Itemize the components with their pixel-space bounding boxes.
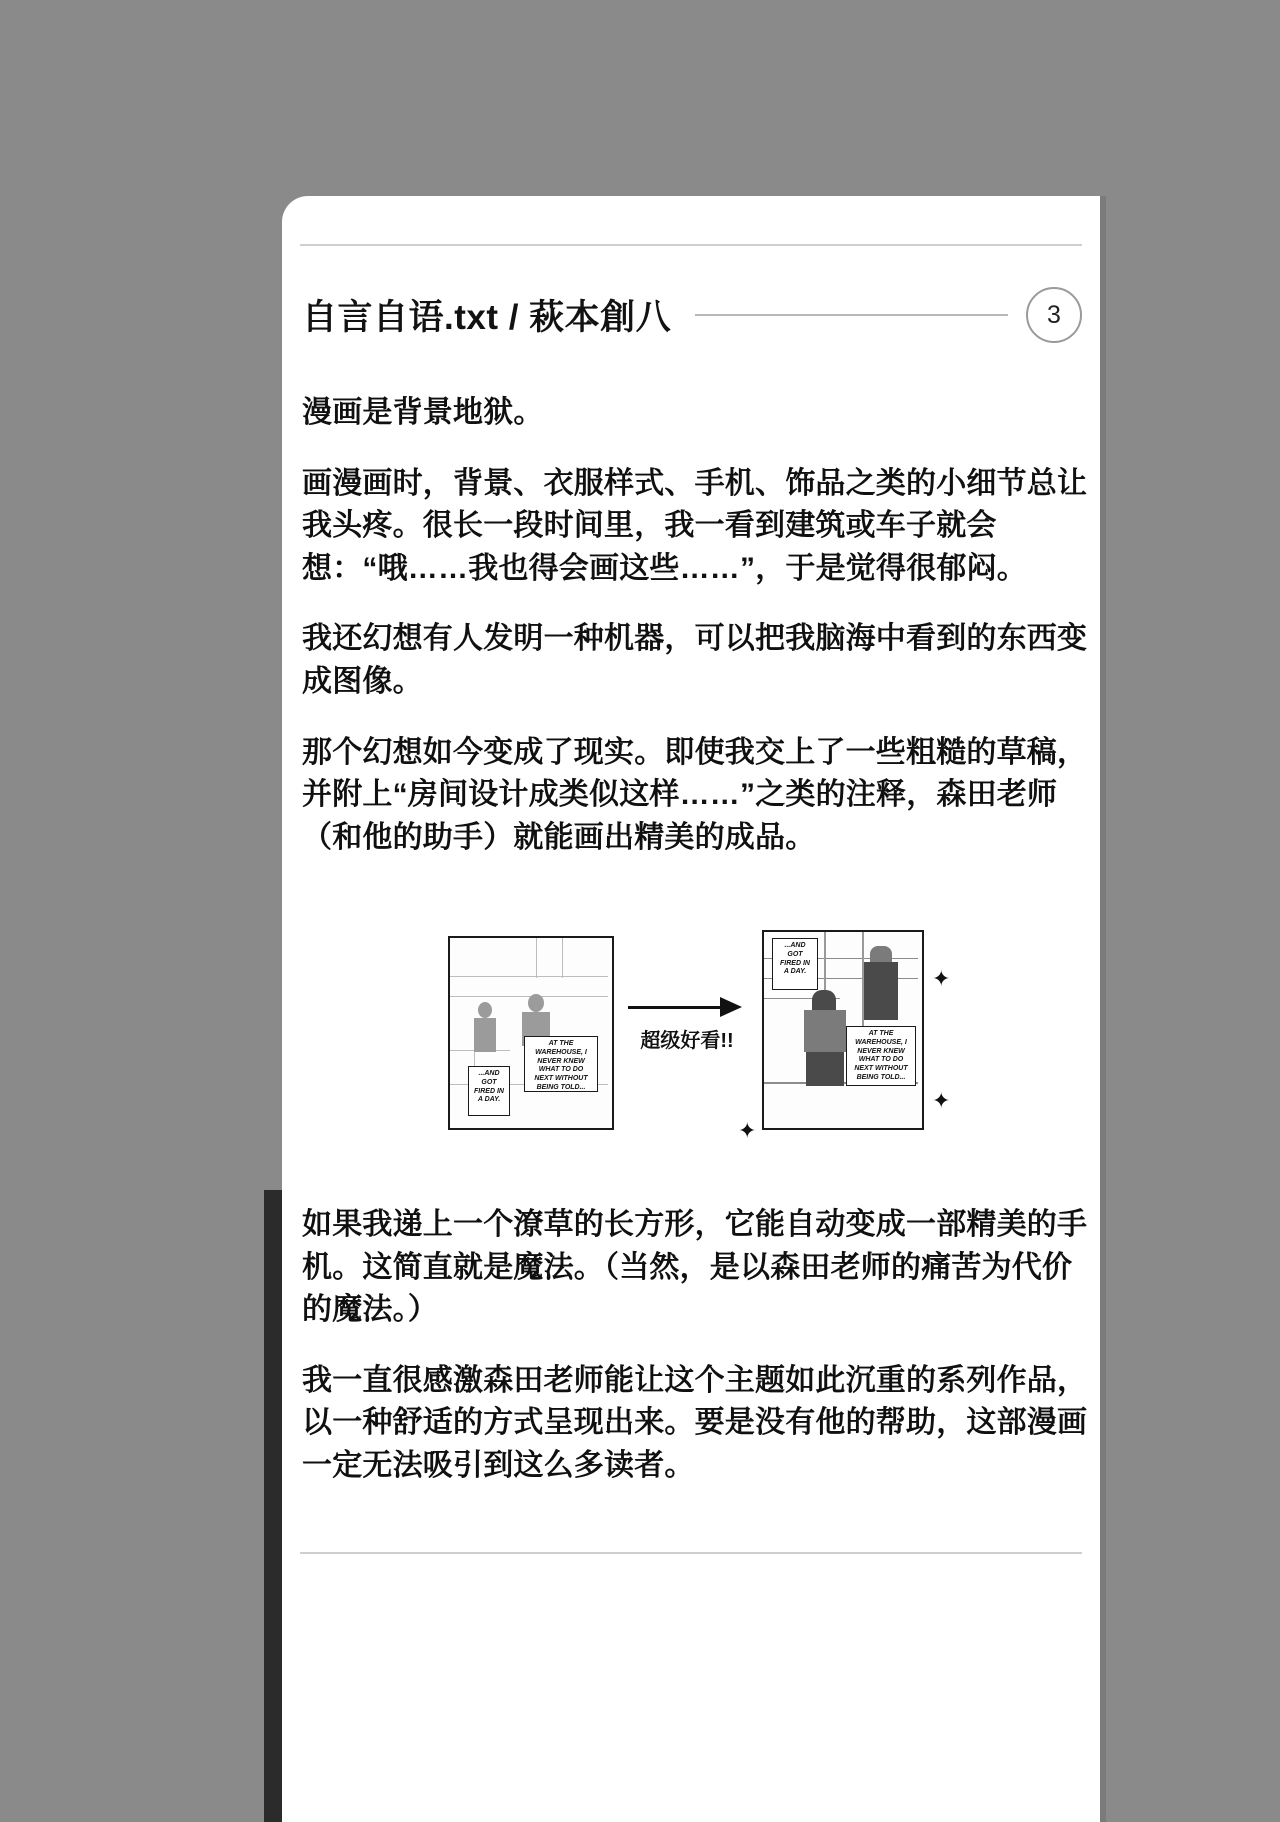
page-right-shadow bbox=[1100, 196, 1106, 1822]
document-header bbox=[302, 284, 1082, 346]
art-figure-a-body bbox=[804, 1010, 846, 1052]
art-figure-b-head bbox=[870, 946, 892, 962]
body-text-top bbox=[302, 392, 1092, 859]
paragraph-6: 我一直很感激森田老师能让这个主题如此沉重的系列作品，以一种舒适的方式呈现出来。要是没有他的帮助，这部漫画一定无法吸引到这么多读者。 bbox=[302, 1363, 1088, 1482]
art-bubble-small: ...AND GOT FIRED IN A DAY. bbox=[772, 938, 818, 990]
sketch-figure-a-head bbox=[478, 1002, 492, 1018]
document-page bbox=[282, 196, 1100, 1822]
arrow-label: 超级好看!! bbox=[640, 1030, 734, 1052]
sketch-figure-a-body bbox=[474, 1018, 496, 1052]
sparkle-icon: ✦ bbox=[738, 1118, 757, 1143]
paragraph-4: 那个幻想如今变成了现实。即使我交上了一些粗糙的草稿，并附上“房间设计成类似这样……”之类的注释，森田老师（和他的助手）就能画出精美的成品。 bbox=[302, 735, 1088, 854]
arrow-line bbox=[628, 1006, 724, 1009]
art-figure-a-legs bbox=[806, 1052, 844, 1086]
paragraph-1: 漫画是背景地狱。 bbox=[302, 396, 544, 429]
page-number-badge: 3 bbox=[1026, 287, 1082, 343]
page-title: 自言自语.txt / 萩本創八 bbox=[302, 298, 672, 337]
paragraph-5: 如果我递上一个潦草的长方形，它能自动变成一部精美的手机。这简直就是魔法。（当然，是以森田老师的痛苦为代价的魔法。） bbox=[302, 1208, 1088, 1327]
sparkle-icon: ✦ bbox=[932, 966, 951, 991]
sketch-bubble-small: ...AND GOT FIRED IN A DAY. bbox=[468, 1066, 510, 1116]
art-bubble-main: AT THE WAREHOUSE, I NEVER KNEW WHAT TO DO NEXT WITHOUT BEING TOLD... bbox=[846, 1026, 916, 1086]
paragraph-2: 画漫画时，背景、衣服样式、手机、饰品之类的小细节总让我头疼。很长一段时间里，我一看到建筑或车子就会想：“哦……我也得会画这些……”，于是觉得很郁闷。 bbox=[302, 466, 1088, 585]
sparkle-icon: ✦ bbox=[932, 1088, 951, 1113]
transform-arrow bbox=[624, 984, 754, 1064]
paragraph-3: 我还幻想有人发明一种机器，可以把我脑海中看到的东西变成图像。 bbox=[302, 622, 1088, 698]
sketch-bubble-main: AT THE WAREHOUSE, I NEVER KNEW WHAT TO DO NEXT WITHOUT BEING TOLD... bbox=[524, 1036, 598, 1092]
arrow-head-icon bbox=[720, 997, 742, 1017]
art-figure-a-head bbox=[812, 990, 836, 1010]
page-edge-shadow bbox=[264, 1190, 282, 1822]
footer-divider bbox=[300, 1552, 1082, 1554]
comparison-figure bbox=[432, 924, 952, 1164]
art-figure-b-body bbox=[864, 962, 898, 1020]
header-rule bbox=[695, 314, 1008, 316]
rough-sketch-panel bbox=[448, 936, 614, 1130]
sketch-figure-b-head bbox=[528, 994, 544, 1012]
finished-art-panel bbox=[762, 930, 924, 1130]
header-divider-top bbox=[300, 244, 1082, 246]
body-text-bottom bbox=[302, 1204, 1092, 1488]
page-background-gutter bbox=[0, 0, 282, 1822]
